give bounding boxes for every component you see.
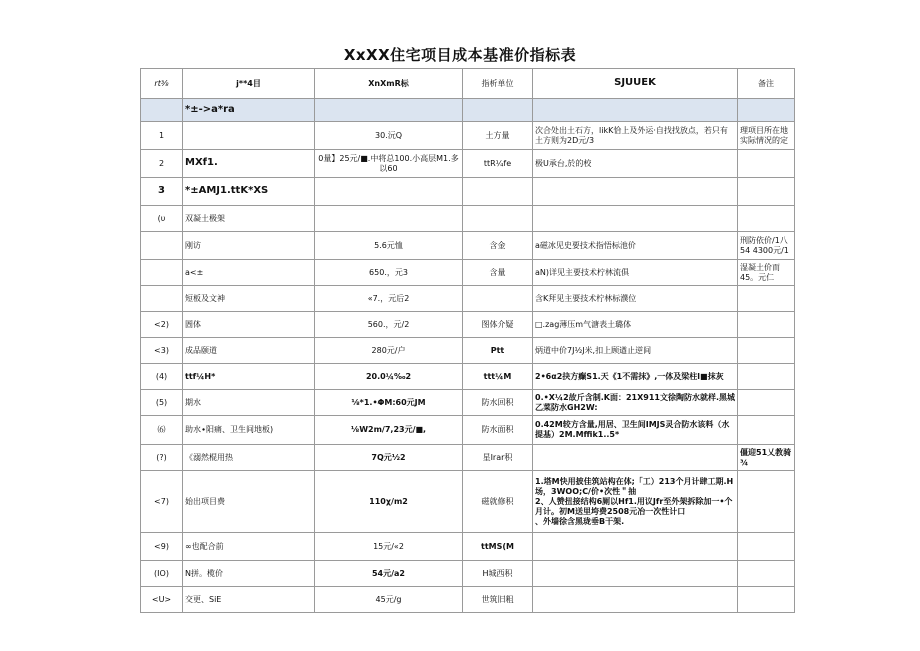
row-name: 圄体 [183, 312, 315, 338]
row-desc: 次合处出土石方，likK恰上及外运·自找找放点，若只有土方则为2D元/3 [533, 122, 738, 150]
row-desc [533, 206, 738, 232]
row-unit [463, 178, 533, 206]
row-desc: □.zag薄压m气溏表土璐体 [533, 312, 738, 338]
row-note: 刑防依价/1八54 4300元/1 [738, 232, 795, 260]
row-name: 刚访 [183, 232, 315, 260]
table-row [141, 561, 795, 587]
header-cell-desc: SJUUEK [533, 69, 738, 99]
row-no: <3) [141, 338, 183, 364]
table-row [141, 416, 795, 445]
row-no: <9) [141, 533, 183, 561]
row-note [738, 364, 795, 390]
row-value: 7Q元½2 [315, 445, 463, 471]
table-row [141, 390, 795, 416]
row-desc: aN)详见主要技术柠林流俱 [533, 260, 738, 286]
row-desc: 1.塔M快用披佳筑站构在体;「工）213个月计肆工期.H场，3WOO;C/价•次性＂抽 2、人赞扭接结构6厕以Hf1.用议Jfr至外架拆除加一•个月计。初M送里垮费2508元冶一次性计口 、外墙徐含黑珑垂B干架. [533, 471, 738, 533]
row-name: 短板及文神 [183, 286, 315, 312]
row-name: *±AMJ1.ttK*XS [183, 178, 315, 206]
row-name: ∞也配合前 [183, 533, 315, 561]
table-header-row [141, 69, 795, 99]
table-row [141, 178, 795, 206]
row-desc: 含K拜见主要技术柠林标濮位 [533, 286, 738, 312]
row-value: 5.6元恤 [315, 232, 463, 260]
table-row [141, 312, 795, 338]
row-value: 650.，元3 [315, 260, 463, 286]
row-desc: 极U承台,於的校 [533, 150, 738, 178]
row-note [738, 390, 795, 416]
row-value: 45元/g [315, 587, 463, 613]
row-desc: 0.•X¼2故斤含制.K面：21X911文徐陶防水就样.黑城乙菜防水GH2W: [533, 390, 738, 416]
row-name: N拼。榄价 [183, 561, 315, 587]
table-row [141, 471, 795, 533]
row-unit: 防水面积 [463, 416, 533, 445]
row-value: 54元/a2 [315, 561, 463, 587]
row-name: 始出项目费 [183, 471, 315, 533]
row-name: 《溺然棍用热 [183, 445, 315, 471]
row-note [738, 150, 795, 178]
cost-index-table [140, 68, 795, 613]
row-no: 2 [141, 150, 183, 178]
row-value: 30.沅Q [315, 122, 463, 150]
row-no: 3 [141, 178, 183, 206]
row-note [738, 561, 795, 587]
row-desc [533, 561, 738, 587]
section-row [141, 99, 795, 122]
row-no: ⑹ [141, 416, 183, 445]
header-cell-item: j**4目 [183, 69, 315, 99]
row-unit: 含量 [463, 260, 533, 286]
row-value: ⅛W2m/7,23元/■, [315, 416, 463, 445]
row-value: 0量】25元/■.中将总100.小高层M1.多以60 [315, 150, 463, 178]
row-unit: ttR¼fe [463, 150, 533, 178]
row-name: ttf¼H* [183, 364, 315, 390]
row-note [738, 533, 795, 561]
row-unit: H城西积 [463, 561, 533, 587]
row-note [738, 178, 795, 206]
table-row [141, 286, 795, 312]
row-name [183, 122, 315, 150]
table-row [141, 364, 795, 390]
table-row [141, 150, 795, 178]
row-unit [463, 206, 533, 232]
header-cell-index: XnXmR标 [315, 69, 463, 99]
header-cell-note: 备注 [738, 69, 795, 99]
row-name: 双凝土极架 [183, 206, 315, 232]
row-no: (υ [141, 206, 183, 232]
row-desc: a磁冰见史要技术指悟标池价 [533, 232, 738, 260]
row-note [738, 206, 795, 232]
table-row [141, 587, 795, 613]
table-row [141, 232, 795, 260]
row-no [141, 232, 183, 260]
row-unit: 世筑旧粗 [463, 587, 533, 613]
row-note: 湿凝土价而45。元仁 [738, 260, 795, 286]
header-cell-no: rt³⁄₈ [141, 69, 183, 99]
row-note: 理项目所在地实际情况的定 [738, 122, 795, 150]
row-name: 助水∙阳痛、卫生间地板) [183, 416, 315, 445]
row-note [738, 471, 795, 533]
row-unit: 磁就修积 [463, 471, 533, 533]
row-unit: ttMS(M [463, 533, 533, 561]
row-no [141, 260, 183, 286]
row-desc [533, 533, 738, 561]
row-unit: 含金 [463, 232, 533, 260]
row-name: 成品颐道 [183, 338, 315, 364]
row-name: 期水 [183, 390, 315, 416]
row-value [315, 178, 463, 206]
row-unit: 星Irar积 [463, 445, 533, 471]
row-note [738, 587, 795, 613]
row-note: 僵迎51乂教骑¾ [738, 445, 795, 471]
row-value [315, 206, 463, 232]
row-desc: 0.42M较方含量,用居、卫生间IMJS灵合防水该料（水提基）2M.Mffik1..5* [533, 416, 738, 445]
row-no: (?) [141, 445, 183, 471]
row-desc [533, 445, 738, 471]
row-unit: 防水回积 [463, 390, 533, 416]
table-row [141, 122, 795, 150]
row-note [738, 416, 795, 445]
table-row [141, 533, 795, 561]
row-unit: Ptt [463, 338, 533, 364]
row-unit: 图体介疑 [463, 312, 533, 338]
section-title: *±->a*ra [183, 99, 315, 122]
row-value: 110χ/m2 [315, 471, 463, 533]
table-row [141, 260, 795, 286]
row-desc: 2•6α2抉方癫S1.天《1不需抹》,一体及梁柱l■抹灰 [533, 364, 738, 390]
row-unit: 土方量 [463, 122, 533, 150]
table-row [141, 445, 795, 471]
row-no: (5) [141, 390, 183, 416]
row-name: MXf1. [183, 150, 315, 178]
row-value: 560.，元/2 [315, 312, 463, 338]
row-no: 1 [141, 122, 183, 150]
row-no [141, 286, 183, 312]
header-cell-unit: 指析单位 [463, 69, 533, 99]
row-name: 交更、SiE [183, 587, 315, 613]
row-no: <U> [141, 587, 183, 613]
row-no: (4) [141, 364, 183, 390]
row-desc [533, 587, 738, 613]
row-name: a<± [183, 260, 315, 286]
table-row [141, 206, 795, 232]
table-row [141, 338, 795, 364]
row-value: ⅛*1.•Φ̶M:60元JM [315, 390, 463, 416]
row-value: 280元/户 [315, 338, 463, 364]
page-title: XxXX住宅项目成本基准价指标表 [343, 46, 577, 64]
row-note [738, 286, 795, 312]
row-no: <2) [141, 312, 183, 338]
row-desc: 炳道中价7J½J米,扣上顾遒止逆间 [533, 338, 738, 364]
row-unit [463, 286, 533, 312]
row-unit: ttt¼M [463, 364, 533, 390]
row-value: 20.0¼‰2 [315, 364, 463, 390]
row-value: «7.，元后2 [315, 286, 463, 312]
row-no: <7) [141, 471, 183, 533]
row-desc [533, 178, 738, 206]
row-value: 15元/«2 [315, 533, 463, 561]
row-note [738, 312, 795, 338]
row-note [738, 338, 795, 364]
row-no: (IO) [141, 561, 183, 587]
